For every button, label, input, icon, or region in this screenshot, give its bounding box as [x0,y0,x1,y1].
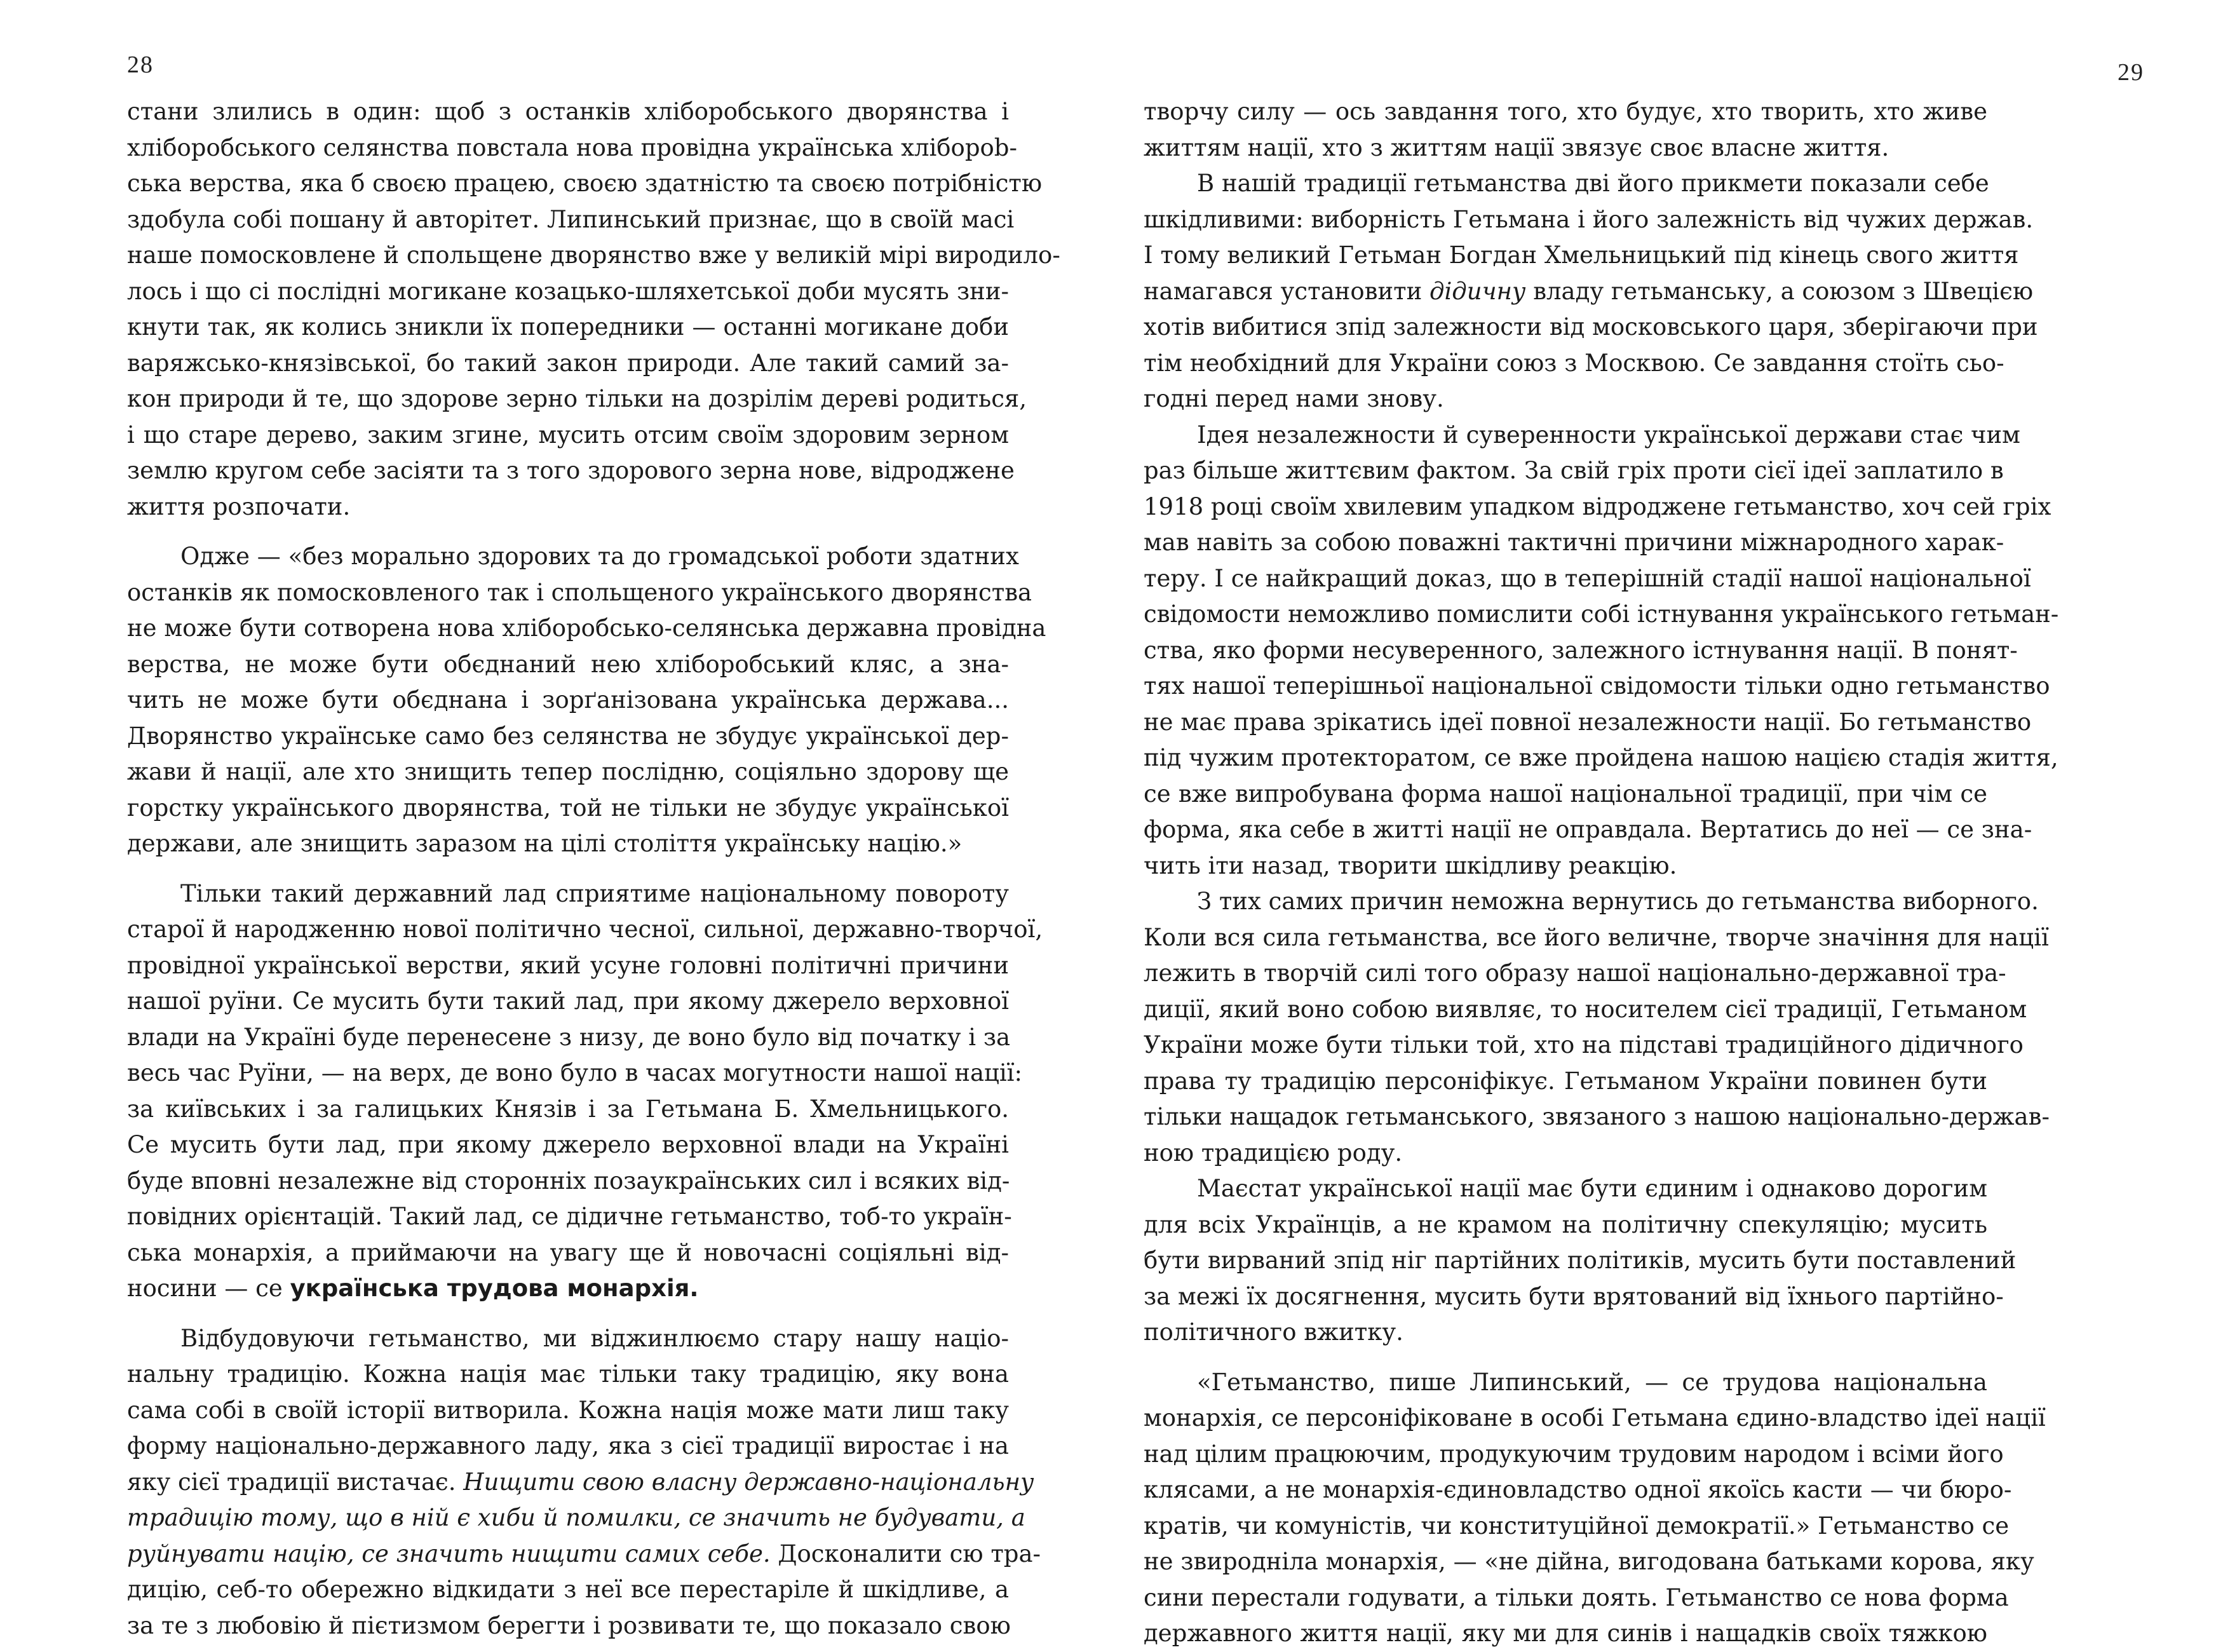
text-line: дицію, себ-то обережно відкидати з неї все перестаріле й шкідливе, а [127,1576,1009,1603]
text-line: не може бути сотворена нова хліборобсько-селянська державна провідна [127,614,1046,642]
text-line: жави й нації, але хто знищить тепер послідню, соціяльно здорову ще [127,758,1009,785]
text-line: за те з любовію й пієтизмом берегти і розвивати те, що показало свою [127,1611,1011,1639]
text-line: тях нашої теперішньої національної свідомости тільки одно гетьманство [1144,672,2050,700]
text-line: держави, але знищить заразом на цілі століття українську націю.» [127,830,963,857]
text-fragment: Досконалити сю тра- [778,1540,1041,1567]
text-line: теру. І се найкращий доказ, що в теперішній стадії нашої національної [1144,564,2031,592]
emphasis-bold: українська трудова монархія. [290,1275,699,1302]
text-line: влади на Україні буде перенесене з низу, де воно було від початку і за [127,1023,1011,1051]
text-line: се вже випробувана форма нашої національної традиції, при чім се [1144,780,1987,808]
text-line: Маєстат української нації має бути єдиним і однаково дорогим [1197,1175,1987,1202]
text-line: нальну традицію. Кожна нація має тільки таку традицію, яку вона [127,1360,1009,1388]
text-line: Ідея незалежности й суверенности української держави стає чим [1197,421,2020,449]
text-line [127,1271,1009,1307]
text-line: лежить в творчій силі того образу нашої національно-державної тра- [1144,959,2006,987]
emphasis-italic: Нищити свою власну державно-національну [463,1468,1034,1496]
text-line: годні перед нами знову. [1144,385,1444,412]
text-line: клясами, а не монархія-єдиновладство одної якоїсь касти — чи бюро- [1144,1476,2012,1503]
page-number-left: 28 [127,51,154,78]
page-number-right: 29 [2118,59,2144,86]
text-line: за межі їх досягнення, мусить бути врятований від їхнього партійно- [1144,1282,2004,1310]
text-line: кон природи й те, що здорове зерно тільки на дозрілім дереві родиться, [127,385,1027,412]
text-line [127,1465,1034,1501]
text-line: буде вповні незалежне від сторонніх позаукраїнських сил і всяких від- [127,1167,1010,1195]
text-fragment: намагався установити [1144,277,1422,305]
text-line: мав навіть за собою поважні тактичні причини міжнародного харак- [1144,529,2004,556]
text-line: традицію тому, що в ній є хиби й помилки, се значить не будувати, а [127,1504,1025,1531]
text-line: бути вирваний зпід ніг партійних політиків, мусить бути поставлений [1144,1247,2017,1274]
text-line: форма, яка себе в житті нації не оправдала. Вертатись до неї — се зна- [1144,816,2032,843]
text-line: провідної української верстви, який усуне головні політичні причини [127,951,1009,979]
text-line: весь час Руїни, — на верх, де воно було в часах могутности нашої нації: [127,1059,1022,1087]
text-line: державного життя нації, яку ми для синів і нащадків своїх тяжкою [1144,1620,1987,1647]
text-line: права ту традицію персоніфікує. Гетьманом України повинен бути [1144,1067,1987,1095]
text-line: Дворянство українське само без селянства не збудує української дер- [127,722,1009,750]
left-page [0,0,1115,1639]
text-line: життя розпочати. [127,492,351,520]
text-line: і що старе дерево, заким згине, мусить отсим своїм здоровим зерном [127,421,1009,449]
text-line: свідомости неможливо помислити собі істнування українського гетьман- [1144,600,2059,628]
text-line: Одже — «без морально здорових та до громадської роботи здатних [180,543,1019,570]
text-line [1144,274,2034,310]
text-line: чить іти назад, творити шкідливу реакцію. [1144,851,1677,879]
text-line: наше помосковлене й спольщене дворянство вже у великій мірі виродило- [127,241,1060,269]
emphasis-italic: руйнувати націю, се значить нищити самих себе. [127,1540,771,1567]
text-line: не звироднілa монархія, — «не дійна, вигодована батьками корова, яку [1144,1548,2034,1575]
text-line: верства, не може бути обєднаний нею хліборобський кляс, а зна- [127,650,1009,678]
text-line: України може бути тільки той, хто на підставі традиційного дідичного [1144,1031,2024,1059]
text-line: стани злились в один: щоб з останків хліборобського дворянства і [127,98,1009,125]
text-line: нашої руїни. Се мусить бути такий лад, при якому джерело верховної [127,987,1009,1015]
text-line: для всіх Українців, а не крамом на політичну спекуляцію; мусить [1144,1210,1987,1238]
text-line: лось і що сі послідні могикане козацько-шляхетської доби мусять зни- [127,277,1009,305]
text-line: ська монархія, а приймаючи на увагу ще й новочасні соціяльні від- [127,1238,1009,1266]
text-line: кнути так, як колись зникли їх попередники — останні могикане доби [127,313,1009,341]
text-line: за київських і за галицьких Князів і за Гетьмана Б. Хмельницького. [127,1095,1009,1123]
text-line: сини перестали годувати, а тільки доять. Гетьманство се нова форма [1144,1583,2009,1611]
text-line: варяжсько-князівської, бо такий закон природи. Але такий самий за- [127,349,1009,377]
text-line: З тих самих причин неможна вернутись до гетьманства виборного. [1197,888,2039,915]
text-line: творчу силу — ось завдання того, хто будує, хто творить, хто живе [1144,98,1987,125]
text-fragment: носини — се [127,1275,283,1302]
text-line: життям нації, хто з життям нації звязує своє власне життя. [1144,133,1889,161]
text-line: останків як помосковленого так і спольщеного українського дворянства [127,578,1032,606]
text-line: Се мусить бути лад, при якому джерело верховної влади на Україні [127,1131,1009,1158]
text-line: В нашій традиції гетьманства дві його прикмети показали себе [1197,170,1989,197]
text-line: тім необхідний для України союз з Москвою. Се завдання стоїть сьо- [1144,349,2004,377]
emphasis-italic: дідичну [1429,277,1526,305]
text-line: раз більше життєвим фактом. За свій гріх проти сієї ідеї заплатило в [1144,457,2004,484]
text-line: над цілим працюючим, продукуючим трудовим народом і всіми його [1144,1440,2004,1468]
text-line: форму національно-державного ладу, яка з сієї традиції виростає і на [127,1432,1009,1459]
text-line: монархія, се персоніфіковане в особі Гетьмана єдино-владство ідеї нації [1144,1404,2046,1432]
left-page-text [127,94,1060,1644]
text-fragment: яку сієї традиції вистачає. [127,1468,456,1496]
text-line: Відбудовуючи гетьманство, ми віджинлюємо стару нашу націо- [180,1324,1009,1352]
text-line: повідних орієнтацій. Такий лад, се дідичне гетьманство, тоб-то україн- [127,1203,1012,1230]
text-line: старої й народженню нової політично чесної, сильної, державно-творчої, [127,916,1043,943]
text-line: чить не може бути обєднана і зорґанізована українська держава... [127,686,1009,714]
right-page [1115,0,2230,1647]
right-page-text [1144,94,2059,1652]
text-line [127,1536,1041,1573]
text-line: горстку українського дворянства, той не тільки не збудує української [127,794,1009,822]
text-line: під чужим протекторатом, се вже пройдена нашою нацією стадія життя, [1144,744,2058,771]
text-line: Тільки такий державний лад сприятиме національному повороту [180,879,1009,907]
text-line: «Гетьманство, пише Липинський, — се трудова національна [1197,1368,1987,1396]
text-line: сама собі в своїй історії витворила. Кожна нація може мати лиш таку [127,1396,1009,1424]
text-line: шкідливими: виборність Гетьмана і його залежність від чужих держав. [1144,205,2034,233]
text-line: ська верства, яка б своєю працею, своєю здатністю та своєю потрібністю [127,170,1043,197]
text-line: Коли вся сила гетьманства, все його величне, творче значіння для нації [1144,923,2049,951]
text-fragment: владу гетьманську, а союзом з Швецією [1533,277,2034,305]
text-line: землю кругом себе засіяти та з того здорового зерна нове, відроджене [127,457,1015,484]
text-line: тільки нащадок гетьманського, звязаного з нашою національно-держав- [1144,1103,2050,1130]
text-line: не має права зрікатись ідеї повної незалежности нації. Бо гетьманство [1144,708,2032,736]
text-line: ною традицією роду. [1144,1139,1403,1167]
text-line: диції, який воно собою виявляє, то носителем сієї традиції, Гетьманом [1144,995,2027,1023]
text-line: хліборобського селянства повстала нова провідна українська хліборob- [127,133,1017,161]
text-line: здобула собі пошану й авторітет. Липинський признає, що в своїй масі [127,205,1015,233]
text-line: політичного вжитку. [1144,1318,1403,1346]
text-line: хотів вибитися зпід залежности від московського царя, зберігаючи при [1144,313,2038,341]
text-line: І тому великий Гетьман Богдан Хмельницький під кінець свого життя [1144,241,2019,269]
text-line: 1918 році своїм хвилевим упадком відроджене гетьманство, хоч сей гріх [1144,492,2051,520]
text-line: ства, яко форми несуверенного, залежного істнування нації. В понят- [1144,636,2018,664]
text-line: кратів, чи комуністів, чи конституційної демократії.» Гетьманство се [1144,1512,2010,1540]
